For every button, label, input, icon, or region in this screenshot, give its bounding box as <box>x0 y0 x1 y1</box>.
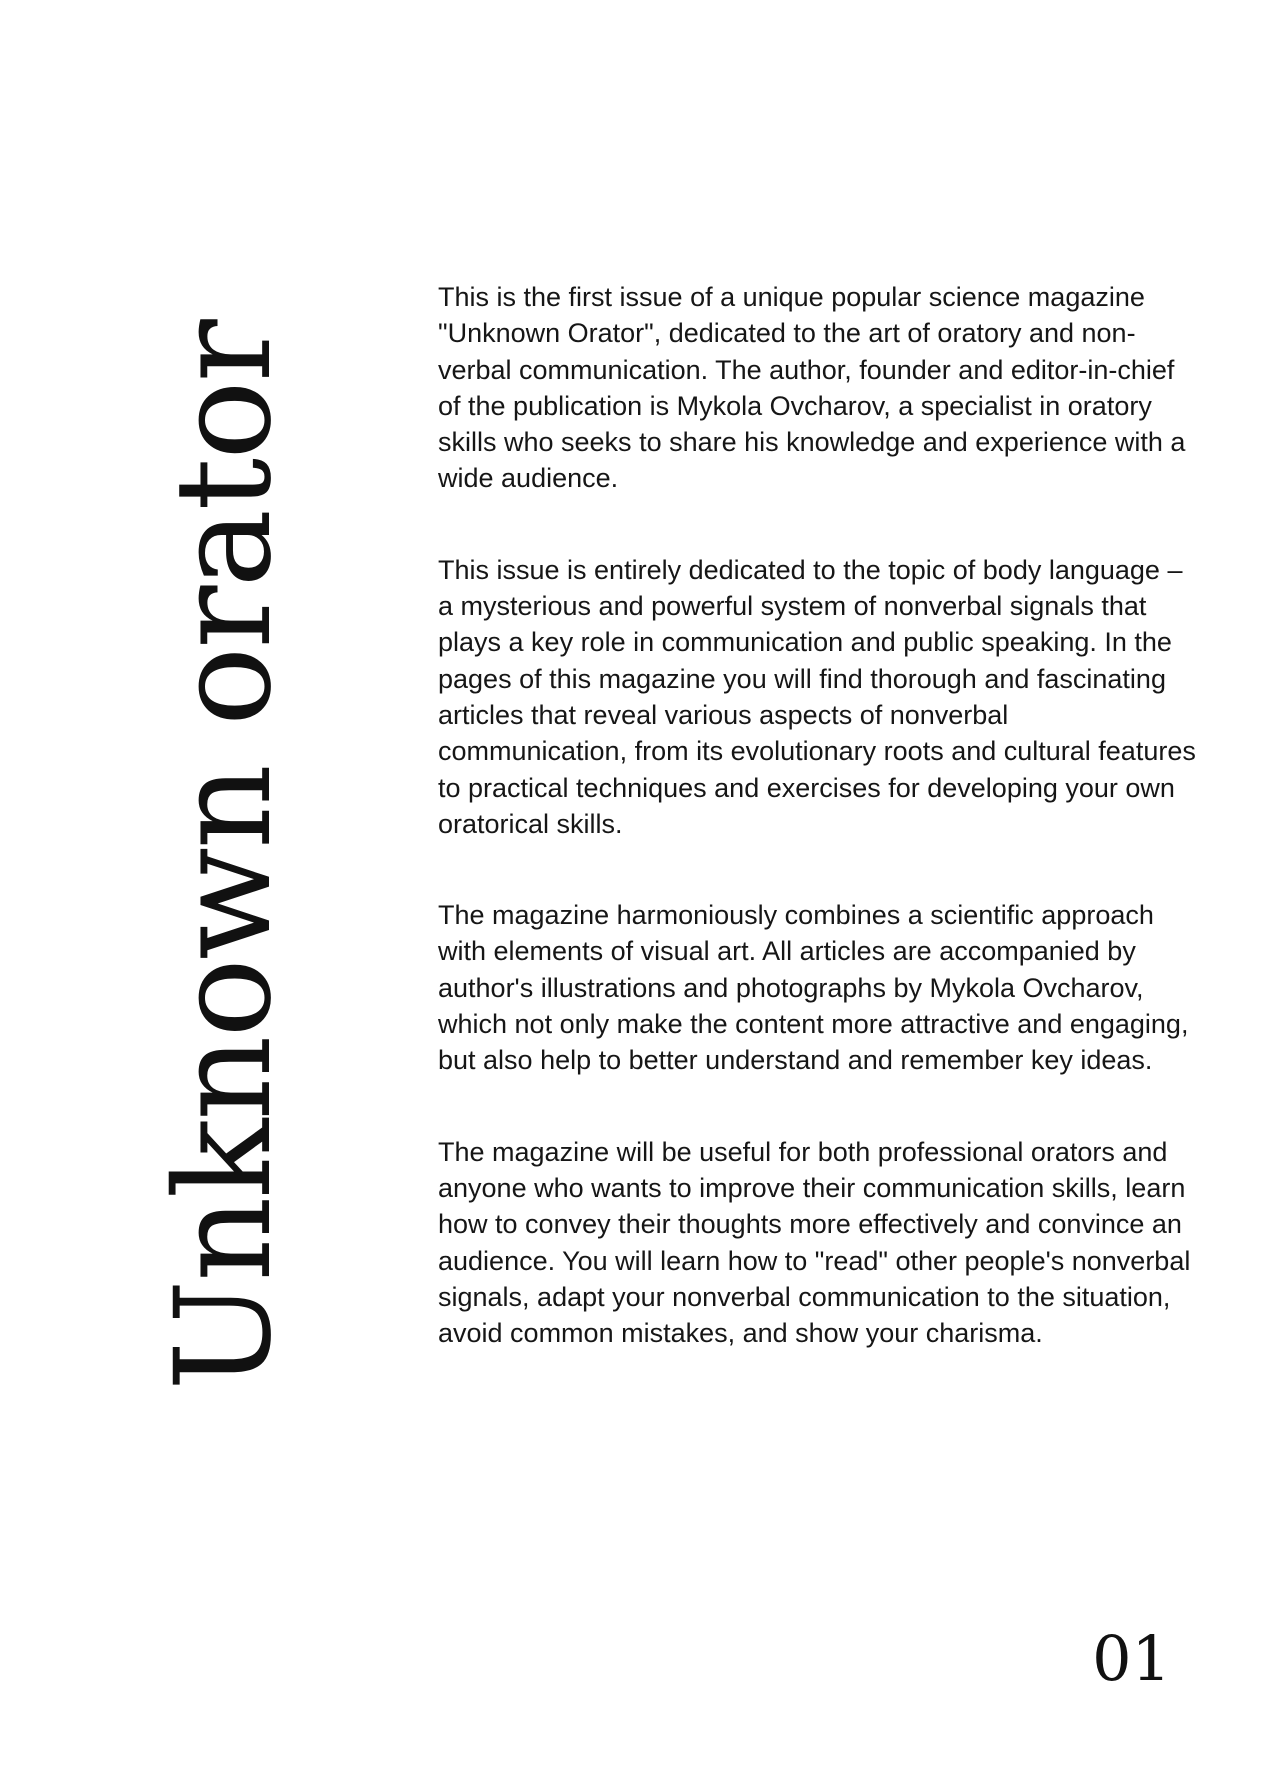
paragraph-1: This is the first issue of a unique popular science magazine "Unknown Orator", dedicated to the art of oratory and non-verbal communication. The author, founder and editor-in-chief of the publication is Mykola Ovcharov, a specialist in oratory skills who seeks to share his knowledge and experience with a wide audience. <box>438 282 1186 494</box>
vertical-title <box>147 286 301 1426</box>
magazine-title: Unknown orator <box>147 321 301 1391</box>
paragraph-4: The magazine will be useful for both professional orators and anyone who wants to improve their communication skills, learn how to convey their thoughts more effectively and convince an audience. You will learn how to "read" other people's nonverbal signals, adapt your nonverbal communication to the situation, avoid common mistakes, and show your charisma. <box>438 1136 1191 1349</box>
paragraph-2: This issue is entirely dedicated to the topic of body language – a mysterious and powerful system of nonverbal signals that plays a key role in communication and public speaking. In the pages of this magazine you will find thorough and fascinating articles that reveal various aspects of nonverbal communication, from its evolutionary roots and cultural features to practical techniques and exercises for developing your own oratorical skills. <box>438 554 1196 839</box>
page-number: 01 <box>1092 1622 1171 1695</box>
intro-text <box>438 279 1198 1406</box>
paragraph-3: The magazine harmoniously combines a scientific approach with elements of visual art. All articles are accompanied by author's illustrations and photographs by Mykola Ovcharov, which not only make the content more attractive and engaging, but also help to better understand and remember key ideas. <box>438 900 1189 1076</box>
